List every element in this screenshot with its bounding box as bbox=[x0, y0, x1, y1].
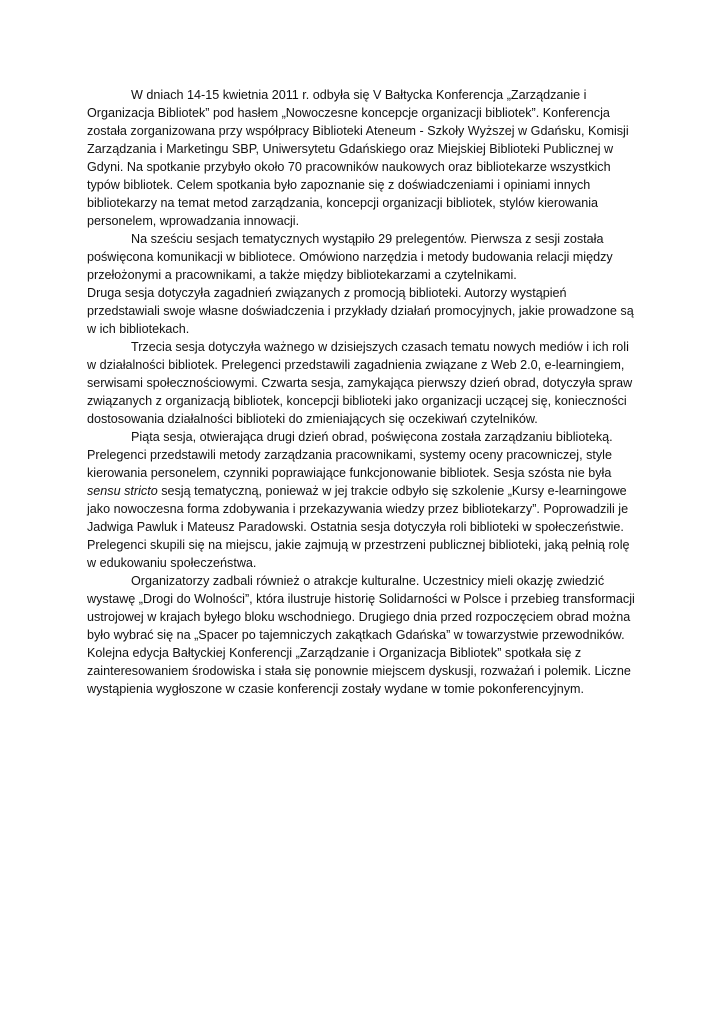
latin-phrase: sensu stricto bbox=[87, 484, 158, 498]
paragraph-session-second: Druga sesja dotyczyła zagadnień związanych z promocją biblioteki. Autorzy wystąpień przedstawiali swoje własne doświadczenia i przykłady działań promocyjnych, jakie prowadzone są w ich bibliotekach. bbox=[87, 286, 634, 336]
paragraph-intro: W dniach 14-15 kwietnia 2011 r. odbyła się V Bałtycka Konferencja „Zarządzanie i Organizacja Bibliotek” pod hasłem „Nowoczesne koncepcje organizacji bibliotek”. Konferencja została zorganizowana przy współpracy Biblioteki Ateneum - Szkoły Wyższej w Gdańsku, Komisji Zarządzania i Marketingu SBP, Uniwersytetu Gdańskiego oraz Miejskiej Biblioteki Publicznej w Gdyni. Na spotkanie przybyło około 70 pracowników naukowych oraz bibliotekarze wszystkich typów bibliotek. Celem spotkania było zapoznanie się z doświadczeniami i opiniami innych bibliotekarzy na temat metod zarządzania, koncepcji organizacji bibliotek, stylów kierowania personelem, wprowadzania innowacji. bbox=[87, 88, 629, 228]
paragraph-sessions-first: Na sześciu sesjach tematycznych wystąpiło 29 prelegentów. Pierwsza z sesji została poświęcona komunikacji w bibliotece. Omówiono narzędzia i metody budowania relacji między przełożonymi a pracownikami, a także między bibliotekarzami a czytelnikami. bbox=[87, 232, 613, 282]
paragraph-text: sesją tematyczną, ponieważ w jej trakcie odbyło się szkolenie „Kursy e-learningowe jako nowoczesna forma zdobywania i przekazywania wiedzy przez bibliotekarzy”. Poprowadzili je Jadwiga Pawluk i Mateusz Paradowski. Ostatnia sesja dotyczyła roli biblioteki w społeczeństwie. Prelegenci skupili się na miejscu, jakie zajmują w przestrzeni publicznej biblioteki, jaką pełnią rolę w edukowaniu społeczeństwa. bbox=[87, 484, 630, 570]
paragraph-text: Piąta sesja, otwierająca drugi dzień obrad, poświęcona została zarządzaniu biblioteką. Prelegenci przedstawili metody zarządzania pracownikami, systemy oceny pracowniczej, style kierowania personelem, czynniki poprawiające funkcjonowanie bibliotek. Sesja szósta nie była bbox=[87, 430, 613, 480]
paragraph-sessions-fifth-sixth bbox=[87, 428, 640, 572]
paragraph-cultural-events: Organizatorzy zadbali również o atrakcje kulturalne. Uczestnicy mieli okazję zwiedzić wystawę „Drogi do Wolności”, która ilustruje historię Solidarności w Polsce i przebieg transformacji ustrojowej w krajach byłego bloku wschodniego. Drugiego dnia przed rozpoczęciem obrad można było wybrać się na „Spacer po tajemniczych zakątkach Gdańska” w towarzystwie przewodników. Kolejna edycja Bałtyckiej Konferencji „Zarządzanie i Organizacja Bibliotek” spotkała się z zainteresowaniem środowiska i stała się ponownie miejscem dyskusji, rozważań i polemik. Liczne wystąpienia wygłoszone w czasie konferencji zostały wydane w tomie pokonferencyjnym. bbox=[87, 574, 635, 696]
paragraph-sessions-third-fourth: Trzecia sesja dotyczyła ważnego w dzisiejszych czasach tematu nowych mediów i ich roli w działalności bibliotek. Prelegenci przedstawili zagadnienia związane z Web 2.0, e-learningiem, serwisami społecznościowymi. Czwarta sesja, zamykająca pierwszy dzień obrad, dotyczyła spraw związanych z organizacją bibliotek, koncepcji biblioteki jako organizacji uczącej się, konieczności dostosowania działalności biblioteki do zmieniających się oczekiwań czytelników. bbox=[87, 340, 633, 426]
document-body bbox=[87, 86, 640, 698]
